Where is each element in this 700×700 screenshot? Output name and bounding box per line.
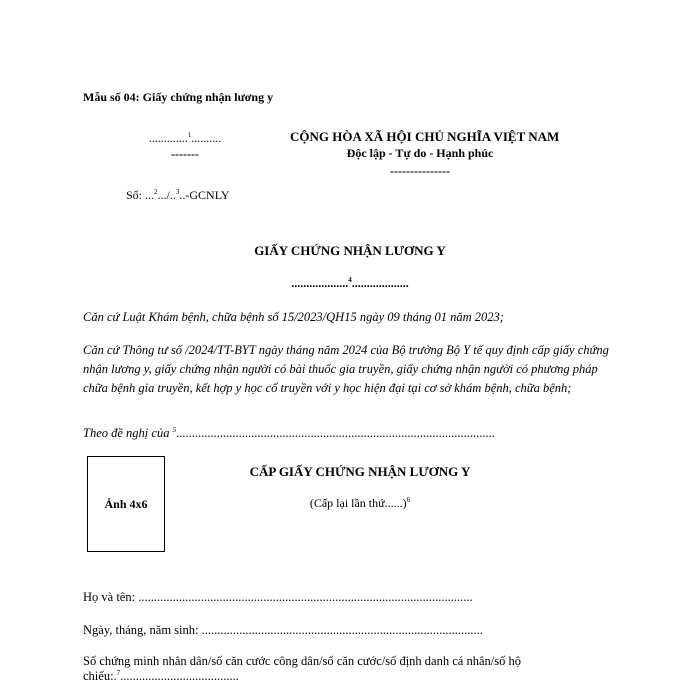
proposal-dots: ...................................................................................................... bbox=[176, 426, 495, 440]
reissue-text: (Cấp lại lần thứ......) bbox=[309, 496, 407, 510]
number-suffix: ..-GCNLY bbox=[179, 188, 230, 202]
grant-title: CẤP GIẤY CHỨNG NHẬN LƯƠNG Y bbox=[249, 464, 471, 479]
photo-label: Ảnh 4x6 bbox=[104, 496, 148, 511]
national-motto: Độc lập - Tự do - Hạnh phúc bbox=[346, 146, 494, 160]
proposal-label: Theo đề nghị của bbox=[83, 426, 173, 440]
photo-placeholder bbox=[87, 456, 165, 552]
motto-underline: --------------- bbox=[390, 164, 450, 178]
agency-underline: ------- bbox=[171, 147, 199, 161]
full-name-field: Họ và tên: ........................................................................................................... bbox=[83, 590, 473, 604]
reissue-line bbox=[230, 496, 490, 511]
identity-label: Số chứng minh nhân dân/số căn cước công dân/số căn cước/số định danh cá nhân/số hộ chiếu:. bbox=[83, 654, 521, 683]
placeholder-dots-right: ................... bbox=[351, 276, 409, 290]
number-prefix: Số: ... bbox=[126, 188, 155, 202]
legal-basis-circular: Căn cứ Thông tư số /2024/TT-BYT ngày tháng năm 2024 của Bộ trưởng Bộ Y tế quy định cấp giấy chứng nhận lương y, giấy chứng nhận người có bài thuốc gia truyền, giấy chứng nhận người có phương pháp chữa bệnh gia truyền, kết hợp y học cổ truyền với y học hiện đại tại cơ sở khám bệnh, chữa bệnh; bbox=[83, 343, 609, 395]
document-number bbox=[126, 188, 230, 203]
footnote-6: 6 bbox=[406, 496, 411, 504]
form-label: Mẫu số 04: Giấy chứng nhận lương y bbox=[83, 90, 274, 104]
footnote-1: 1 bbox=[187, 131, 192, 139]
number-mid: .../.. bbox=[157, 188, 176, 202]
footnote-5: 5 bbox=[172, 425, 177, 434]
title-placeholder bbox=[200, 276, 500, 291]
placeholder-dots-left: ................... bbox=[291, 276, 349, 290]
footnote-2: 2 bbox=[154, 188, 158, 196]
proposal-line bbox=[83, 424, 623, 443]
document-title: GIẤY CHỨNG NHẬN LƯƠNG Y bbox=[254, 243, 446, 258]
nation-name: CỘNG HÒA XÃ HỘI CHỦ NGHĨA VIỆT NAM bbox=[290, 129, 560, 144]
footnote-3: 3 bbox=[175, 188, 180, 196]
date-of-birth-field: Ngày, tháng, năm sinh: .......................................................................................... bbox=[83, 623, 483, 637]
agency-dots-left: ............. bbox=[148, 131, 188, 145]
identity-number-field bbox=[83, 654, 603, 684]
footnote-7: 7 bbox=[116, 668, 121, 677]
issuing-agency-placeholder bbox=[140, 131, 230, 146]
footnote-4: 4 bbox=[348, 276, 352, 284]
legal-basis-law: Căn cứ Luật Khám bệnh, chữa bệnh số 15/2023/QH15 ngày 09 tháng 01 năm 2023; bbox=[83, 310, 504, 324]
identity-dots: ...................................... bbox=[120, 669, 239, 683]
agency-dots-right: .......... bbox=[191, 131, 222, 145]
